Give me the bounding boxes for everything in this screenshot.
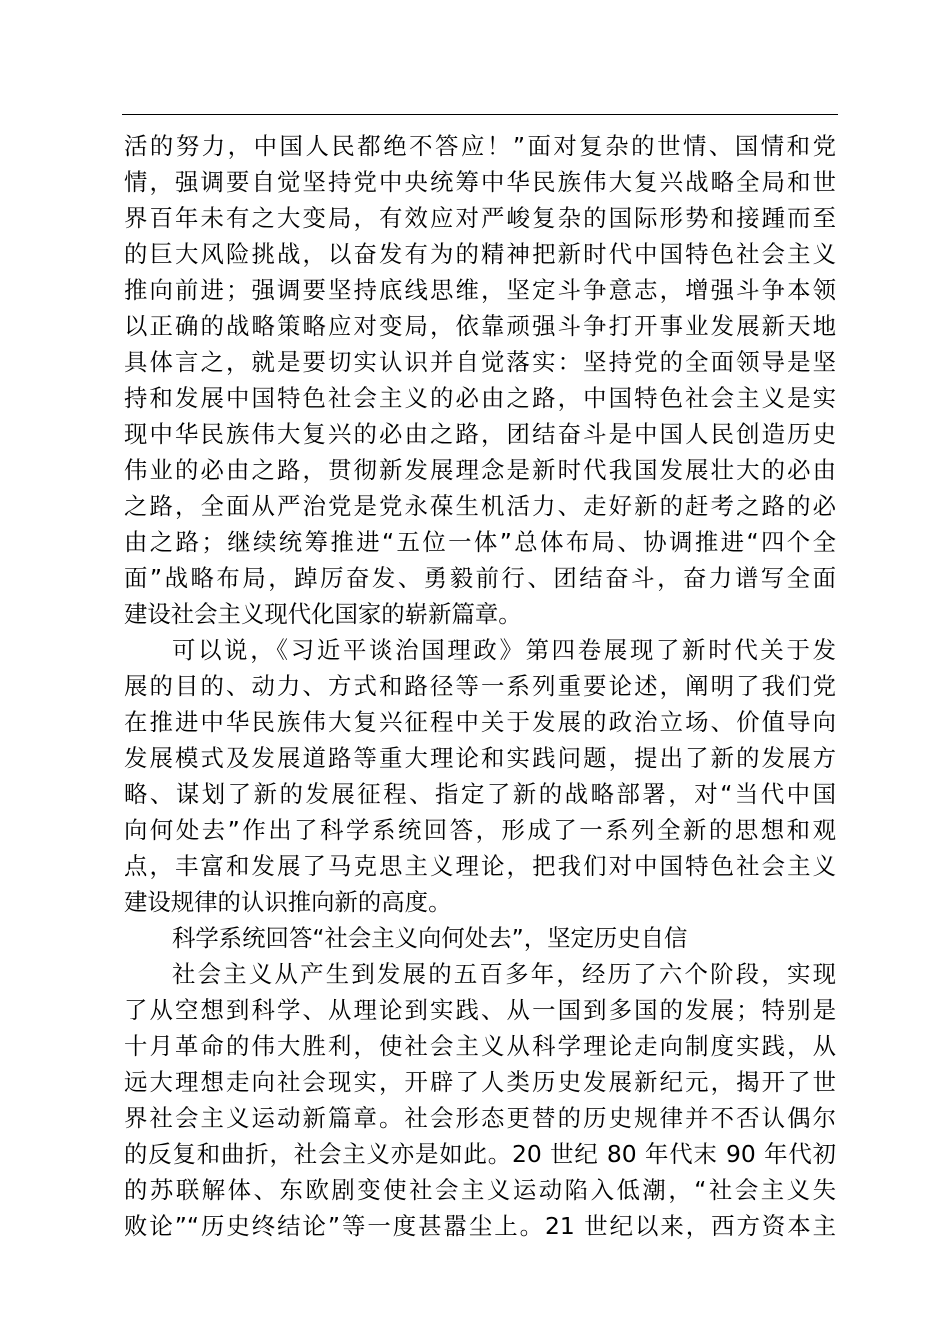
text-line: 发展模式及发展道路等重大理论和实践问题，提出了新的发展方 xyxy=(124,744,836,772)
text-line: 活的努力，中国人民都绝不答应！”面对复杂的世情、国情和党 xyxy=(124,132,836,160)
text-line: 的巨大风险挑战，以奋发有为的精神把新时代中国特色社会主义 xyxy=(124,240,836,268)
text-line: 面”战略布局，踔厉奋发、勇毅前行、团结奋斗，奋力谱写全面 xyxy=(124,564,836,592)
text-line: 界社会主义运动新篇章。社会形态更替的历史规律并不否认偶尔 xyxy=(124,1104,836,1132)
header-rule xyxy=(122,114,838,115)
paragraph-end-line: 建设规律的认识推向新的高度。 xyxy=(124,888,452,916)
text-line: 远大理想走向社会现实，开辟了人类历史发展新纪元，揭开了世 xyxy=(124,1068,836,1096)
text-line: 持和发展中国特色社会主义的必由之路，中国特色社会主义是实 xyxy=(124,384,836,412)
paragraph-start-line: 可以说，《习近平谈治国理政》第四卷展现了新时代关于发 xyxy=(172,636,836,664)
text-line: 略、谋划了新的发展征程、指定了新的战略部署，对“当代中国 xyxy=(124,780,836,808)
text-line: 展的目的、动力、方式和路径等一系列重要论述，阐明了我们党 xyxy=(124,672,836,700)
text-line: 伟业的必由之路，贯彻新发展理念是新时代我国发展壮大的必由 xyxy=(124,456,836,484)
paragraph-end-line: 建设社会主义现代化国家的崭新篇章。 xyxy=(124,600,522,628)
text-line: 的苏联解体、东欧剧变使社会主义运动陷入低潮，“社会主义失 xyxy=(124,1176,836,1204)
text-line: 向何处去”作出了科学系统回答，形成了一系列全新的思想和观 xyxy=(124,816,836,844)
text-line: 由之路；继续统筹推进“五位一体”总体布局、协调推进“四个全 xyxy=(124,528,836,556)
text-line: 败论”“历史终结论”等一度甚嚣尘上。21 世纪以来，西方资本主 xyxy=(124,1212,836,1240)
text-line: 现中华民族伟大复兴的必由之路，团结奋斗是中国人民创造历史 xyxy=(124,420,836,448)
text-line: 推向前进；强调要坚持底线思维，坚定斗争意志，增强斗争本领 xyxy=(124,276,836,304)
text-line: 十月革命的伟大胜利，使社会主义从科学理论走向制度实践，从 xyxy=(124,1032,836,1060)
text-line: 界百年未有之大变局，有效应对严峻复杂的国际形势和接踵而至 xyxy=(124,204,836,232)
text-line: 之路，全面从严治党是党永葆生机活力、走好新的赶考之路的必 xyxy=(124,492,836,520)
text-line: 点，丰富和发展了马克思主义理论，把我们对中国特色社会主义 xyxy=(124,852,836,880)
text-line: 的反复和曲折，社会主义亦是如此。20 世纪 80 年代末 90 年代初 xyxy=(124,1140,836,1168)
text-line: 在推进中华民族伟大复兴征程中关于发展的政治立场、价值导向 xyxy=(124,708,836,736)
text-line: 了从空想到科学、从理论到实践、从一国到多国的发展；特别是 xyxy=(124,996,836,1024)
section-heading: 科学系统回答“社会主义向何处去”，坚定历史自信 xyxy=(172,924,688,952)
text-line: 以正确的战略策略应对变局，依靠顽强斗争打开事业发展新天地 xyxy=(124,312,836,340)
text-line: 情，强调要自觉坚持党中央统筹中华民族伟大复兴战略全局和世 xyxy=(124,168,836,196)
body-text xyxy=(124,128,836,1244)
text-line: 具体言之，就是要切实认识并自觉落实：坚持党的全面领导是坚 xyxy=(124,348,836,376)
paragraph-start-line: 社会主义从产生到发展的五百多年，经历了六个阶段，实现 xyxy=(172,960,836,988)
